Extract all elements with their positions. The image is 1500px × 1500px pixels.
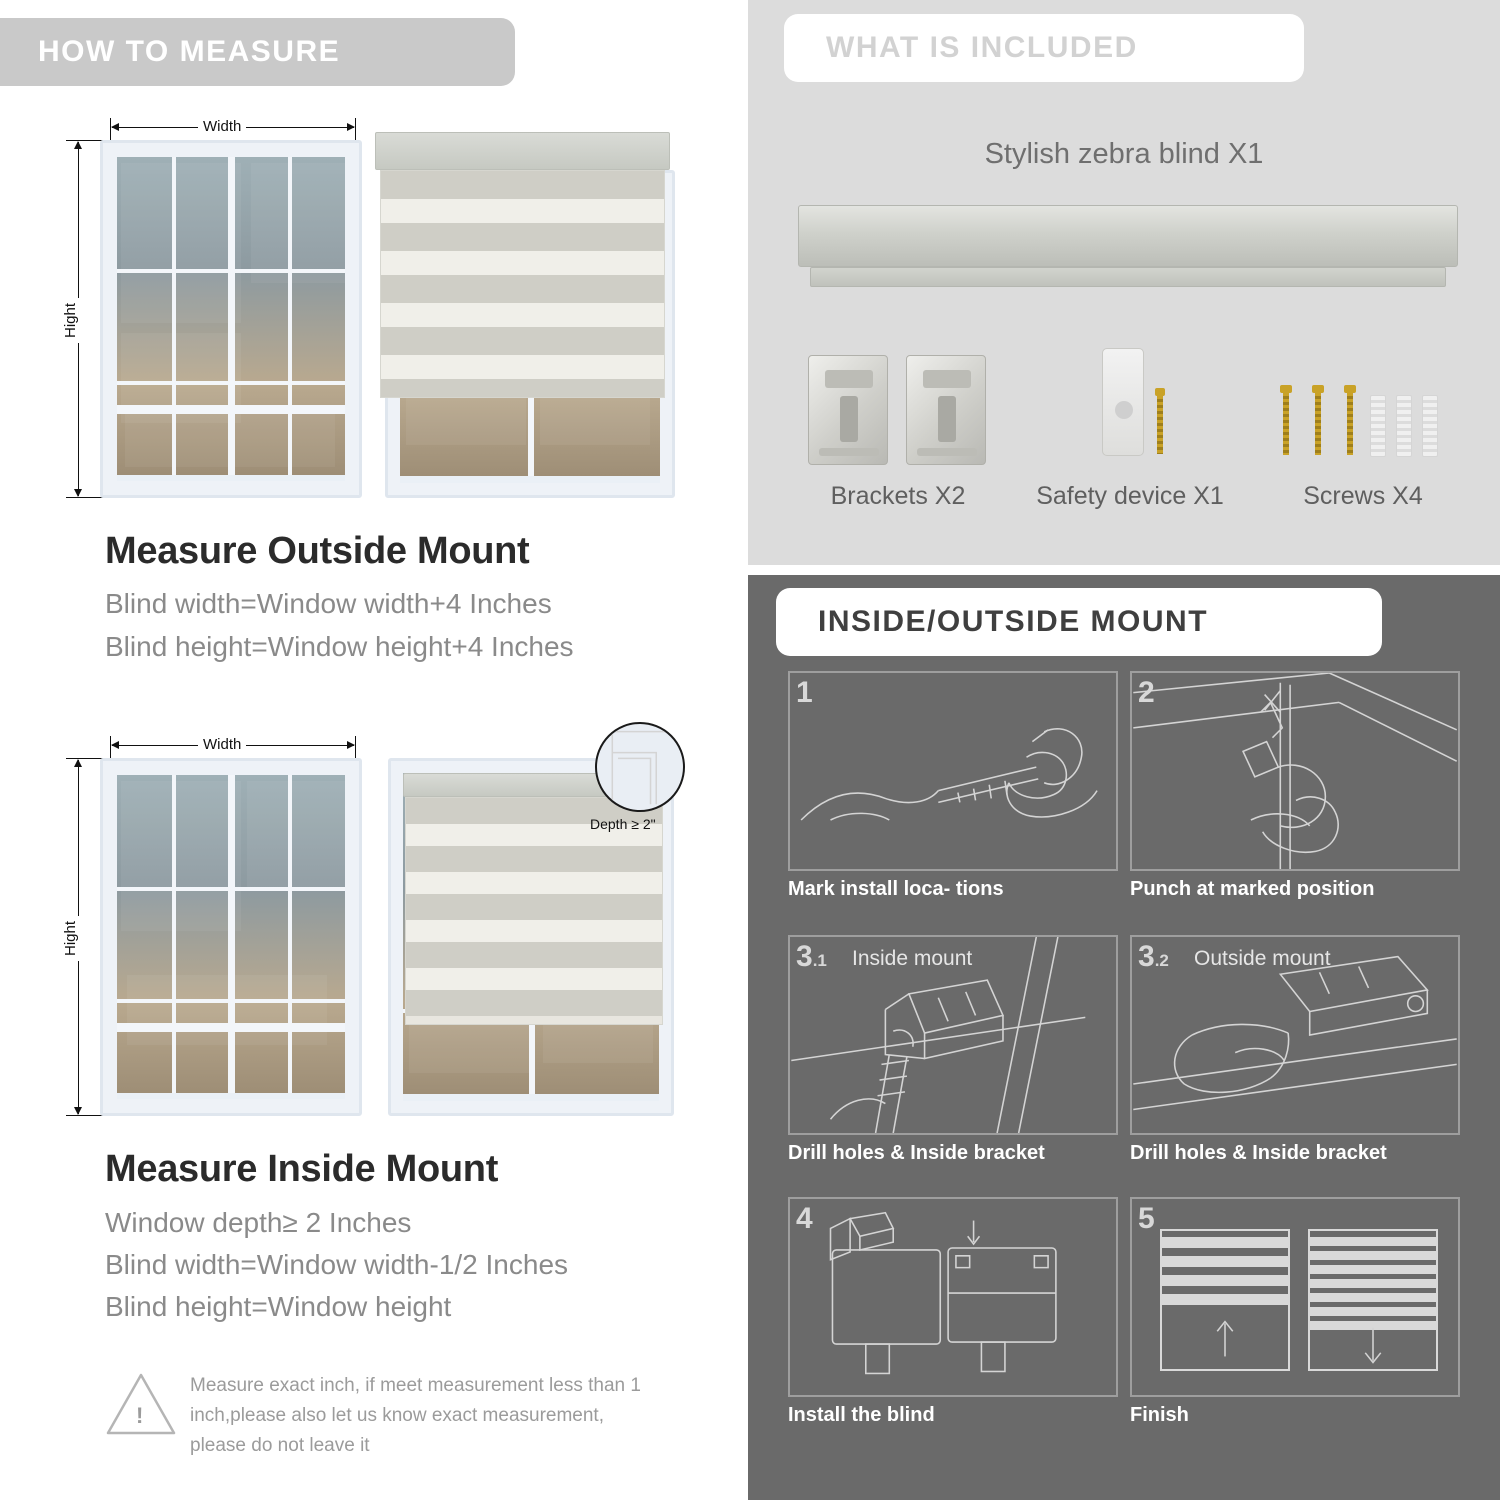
inside-mount-line-3: Blind height=Window height [105,1291,452,1322]
arrow-down-icon [1310,1317,1436,1377]
what-is-included-panel [748,0,1500,565]
step-card-3-1 [788,935,1118,1135]
step-card-3-2 [1130,935,1460,1135]
blind-headrail-outside [375,132,670,170]
step-3-2-caption: Drill holes & Inside bracket [1130,1142,1387,1164]
outside-width-tick-right [355,118,356,142]
included-product-title: Stylish zebra blind X1 [984,138,1264,170]
inside-mount-heading: Measure Inside Mount [105,1148,499,1190]
step-card-1 [788,671,1118,871]
outside-width-label: Width [198,118,246,135]
step-card-4 [788,1197,1118,1397]
step-2-sketch [1132,673,1458,869]
bracket-part-1 [808,355,888,465]
step-3-2-number: 3.2 [1138,940,1169,973]
step-3-1-caption: Drill holes & Inside bracket [788,1142,1045,1164]
safety-device-screw [1152,388,1168,456]
measure-warning [105,1365,665,1475]
screw-part-1 [1278,385,1294,457]
step-5-number: 5 [1138,1202,1155,1235]
inside-width-label: Width [198,736,246,753]
outside-mount-line-1: Blind width=Window width+4 Inches [105,588,552,619]
inside-mount-line-2: Blind width=Window width-1/2 Inches [105,1249,569,1280]
depth-callout-label: Depth ≥ 2" [590,816,656,832]
finished-blind-right [1308,1229,1438,1371]
window-outside-bare [100,140,362,498]
safety-device-part [1102,348,1144,456]
step-3-1-number: 3.1 [796,940,827,973]
step-card-2 [1130,671,1460,871]
product-headrail-lip [810,267,1446,287]
product-headrail [798,205,1458,267]
arrow-up-icon [1162,1309,1288,1369]
right-column [748,0,1500,1500]
what-is-included-title: WHAT IS INCLUDED [784,14,1304,82]
depth-callout-circle [595,722,685,812]
step-1-caption: Mark install loca- tions [788,878,1004,900]
outside-mount-heading: Measure Outside Mount [105,530,530,572]
step-4-sketch [790,1199,1116,1395]
warning-mark: ! [136,1403,144,1428]
window-inside-with-blind [388,758,674,1116]
step-2-caption: Punch at marked position [1130,878,1375,900]
step-4-number: 4 [796,1202,813,1235]
step-2-number: 2 [1138,676,1155,709]
screw-part-3 [1342,385,1358,457]
inside-outside-mount-title: INSIDE/OUTSIDE MOUNT [776,588,1382,656]
wall-anchor-3 [1422,395,1438,457]
step-3-1-subtitle: Inside mount [852,947,973,970]
blind-fabric-outside [380,170,665,398]
wall-anchor-1 [1370,395,1386,457]
inside-width-tick-right [355,736,356,760]
inside-height-label: Hight [62,916,79,961]
outside-height-label: Hight [62,298,79,343]
step-1-sketch [790,673,1116,869]
window-inside-bare [100,758,362,1116]
inside-outside-mount-panel [748,575,1500,1500]
step-5-caption: Finish [1130,1404,1189,1426]
step-1-number: 1 [796,676,813,709]
wall-anchor-2 [1396,395,1412,457]
depth-callout-sketch [597,724,683,810]
part-label-screws: Screws X4 [1303,482,1423,510]
warning-text: Measure exact inch, if meet measurement less than 1 inch,please also let us know exact measurement, please do not leave it [190,1375,641,1456]
bracket-part-2 [906,355,986,465]
step-3-2-subtitle: Outside mount [1194,947,1331,970]
part-label-brackets: Brackets X2 [830,482,966,510]
part-label-safety-device: Safety device X1 [1036,482,1224,510]
step-4-caption: Install the blind [788,1404,935,1426]
outside-mount-line-2: Blind height=Window height+4 Inches [105,631,574,662]
step-card-5 [1130,1197,1460,1397]
inside-mount-line-1: Window depth≥ 2 Inches [105,1207,412,1238]
how-to-measure-title: HOW TO MEASURE [0,18,515,86]
how-to-measure-column [0,0,740,1500]
screw-part-2 [1310,385,1326,457]
finished-blind-left [1160,1229,1290,1371]
